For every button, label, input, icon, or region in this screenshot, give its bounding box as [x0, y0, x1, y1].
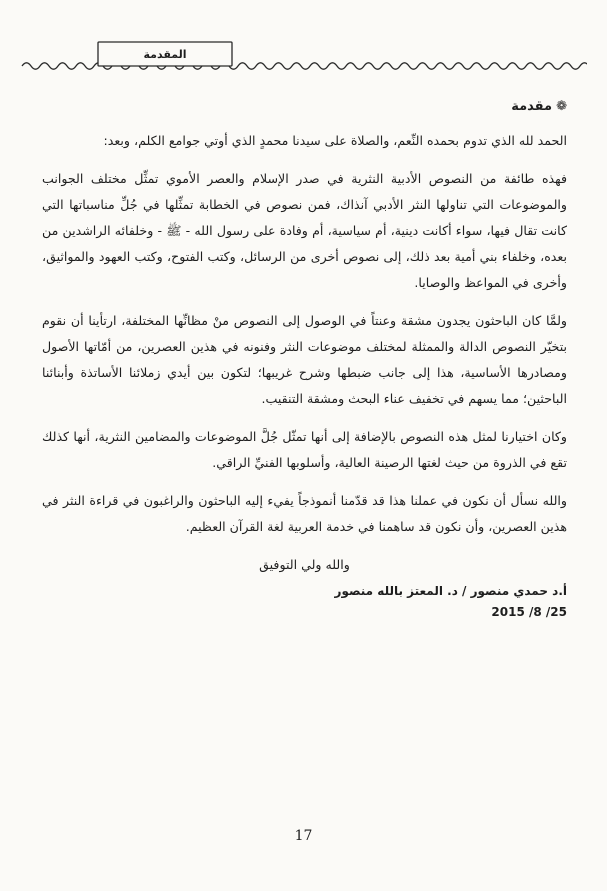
section-label: المقدمة	[143, 48, 187, 61]
wavy-header-ornament	[20, 40, 587, 84]
flower-star-icon: ❁	[556, 99, 567, 114]
opening-paragraph: الحمد لله الذي تدوم بحمده النِّعم، والصلاة على سيدنا محمدٍ الذي أوتي جوامع الكلم، وبعد:	[103, 133, 567, 148]
body-paragraph-2: ولمَّا كان الباحثون يجدون مشقة وعنتاً في الوصول إلى النصوص منْ مظانِّها المختلفة، ارتأينا أن نقوم بتخيّر النصوص الدالة والممثلة لمختلف موضوعات النثر وفنونه في هذين العصرين، من أمّاتها الأصول ومصادرها الأساسية، هذا إلى جانب ضبطها وشرح غريبها؛ لتكون بين أيدي زملائنا الأساتذة وأبنائنا الباحثين؛ مما يسهم في تخفيف عناء البحث ومشقة التنقيب.	[42, 313, 567, 406]
page-number: 17	[294, 828, 313, 844]
closing-line: والله ولي التوفيق	[259, 557, 350, 572]
section-title	[42, 94, 567, 120]
section-title-text: مقدمة	[511, 99, 553, 114]
page-header	[20, 40, 587, 84]
body-paragraph-1: فهذه طائفة من النصوص الأدبية النثرية في صدر الإسلام والعصر الأموي تمثِّل مختلف الجوانب والموضوعات التي تناولها النثر الأدبي آنذاك، فمن نصوص في الخطابة تمثِّلها في جُلِّ مناسباتها التي كانت تقال فيها، سواء أكانت دينية، أم سياسية، أم وفادة على رسول الله - ﷺ - وخلفائه الراشدين من بعده، وخلفاء بني أمية بعد ذلك، إلى نصوص أخرى من الرسائل، وكتب الفتوح، وكتب العهود والمواثيق، وأخرى في المواعظ والوصايا.	[42, 171, 567, 290]
preface-content	[42, 94, 567, 622]
body-paragraph-3: وكان اختيارنا لمثل هذه النصوص بالإضافة إلى أنها تمثّل جُلَّ الموضوعات والمضامين النثرية، أنها كذلك تقع في الذروة من حيث لغتها الرصينة العالية، وأسلوبها الفنيِّ الراقي.	[42, 429, 567, 470]
date: 2015 /8 /25	[491, 605, 567, 619]
body-paragraph-4: والله نسأل أن نكون في عملنا هذا قد قدّمنا أنموذجاً يفيء إليه الباحثون والراغبون في قراءة النثر في هذين العصرين، وأن نكون قد ساهمنا في خدمة العربية لغة القرآن العظيم.	[42, 493, 567, 534]
authors-signature: أ.د حمدي منصور / د. المعتز بالله منصور	[334, 584, 567, 598]
